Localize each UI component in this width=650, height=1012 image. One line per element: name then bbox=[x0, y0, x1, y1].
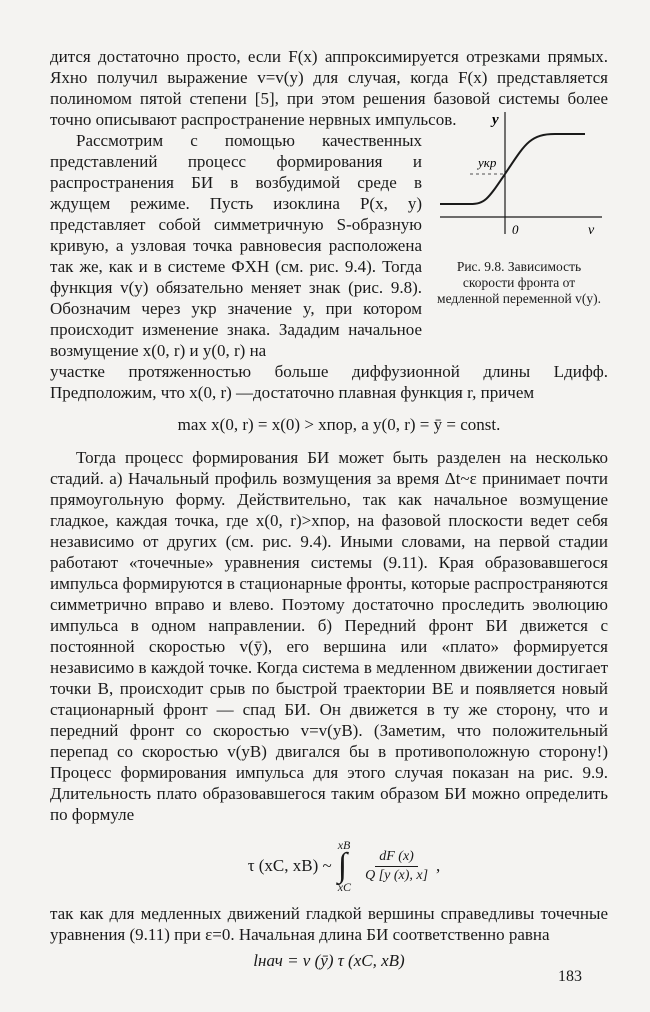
axis-y-label: y bbox=[492, 112, 499, 128]
formula-1-text: max x(0, r) = x(0) > xпор, а y(0, r) = ȳ = const. bbox=[177, 415, 501, 434]
figure-9-8 bbox=[430, 104, 608, 307]
formula-2-lhs: τ (xC, xB) ~ bbox=[247, 856, 332, 875]
figure-row bbox=[50, 112, 608, 361]
page-number: 183 bbox=[558, 968, 582, 985]
s-curve bbox=[440, 134, 585, 204]
curve-label-ykr: yкр bbox=[478, 155, 497, 170]
paragraph-continuation: участке протяженностью больше диффузионной длины Lдифф. Предположим, что x(0, r) —достаточно плавная функция r, причем bbox=[50, 362, 608, 402]
figure-caption: Рис. 9.8. Зависимость скорости фронта от медленной переменной v(y). bbox=[437, 259, 601, 306]
origin-label: 0 bbox=[512, 222, 519, 237]
fraction-numerator: dF (x) bbox=[375, 849, 418, 867]
page-body bbox=[50, 46, 608, 971]
formula-2-tail: , bbox=[436, 856, 441, 875]
figure-side-text bbox=[50, 130, 422, 361]
formula-plateau-duration bbox=[80, 839, 608, 893]
axis-x-label: v bbox=[588, 223, 595, 238]
integral-sign: ∫ bbox=[337, 847, 348, 884]
formula-initial-length bbox=[50, 951, 608, 971]
fraction-denominator: Q [y (x), x] bbox=[365, 867, 429, 883]
integral bbox=[338, 839, 351, 893]
integral-upper-limit: xB bbox=[337, 838, 351, 852]
fraction bbox=[361, 849, 432, 884]
formula-max-condition bbox=[70, 415, 608, 435]
paragraph-final: так как для медленных движений гладкой вершины справедливы точечные уравнения (9.11) при ε=0. Начальная длина БИ соответственно равна bbox=[50, 904, 608, 944]
paragraph-qualitative: Рассмотрим с помощью качественных представлений процесс формирования и распространения БИ в возбудимой среде в ждущем режиме. Пусть изоклина P(x, y) представляет собой симметричную S-образную кривую, а узловая точка равновесия расположена так же, как и в системе ФХН (см. рис. 9.4). Тогда функция v(y) обязательно меняет знак (рис. 9.8). Обозначим через yкр значение y, при котором происходит изменение знака. Зададим начальное возмущение x(0, r) и y(0, r) на bbox=[50, 131, 422, 360]
paragraph-intro: дится достаточно просто, если F(x) аппроксимируется отрезками прямых. Яхно получил выражение v=v(y) для случая, когда F(x) представляется полиномом пятой степени [5], при этом решения базовой системы более точно описывают распространение нервных импульсов. bbox=[50, 47, 608, 129]
figure-graph bbox=[430, 104, 608, 254]
paragraph-stages: Тогда процесс формирования БИ может быть разделен на несколько стадий. а) Начальный профиль возмущения за время Δt~ε принимает почти прямоугольную форму. Действительно, так как начальное возмущение гладкое, каждая точка, где x(0, r)>xпор, на фазовой плоскости ведет себя независимо от других (см. рис. 9.4). Иными словами, на первой стадии работают «точечные» уравнения системы (9.11). Края образовавшегося импульса формируются в стационарные фронты, которые распространяются симметрично вправо и влево. Поэтому достаточно проследить эволюцию импульса в одном направлении. б) Передний фронт БИ движется с постоянной скоростью v(ȳ), его вершина или «плато» формируется независимо в каждой точке. Когда система в медленном движении достигает точки B, происходит срыв по быстрой траектории BE и появляется новый стационарный фронт — спад БИ. Он движется в ту же сторону, что и передний фронт со скоростью v=v(yB). (Заметим, что положительный перепад со скоростью v(yB) двигался бы в противоположную сторону!) Процесс формирования импульса для этого случая показан на рис. 9.9. Длительность плато образовавшегося таким образом БИ можно определить по формуле bbox=[50, 448, 608, 824]
formula-3-text: lнач = v (ȳ) τ (xC, xB) bbox=[253, 951, 405, 970]
integral-lower-limit: xC bbox=[337, 880, 352, 894]
